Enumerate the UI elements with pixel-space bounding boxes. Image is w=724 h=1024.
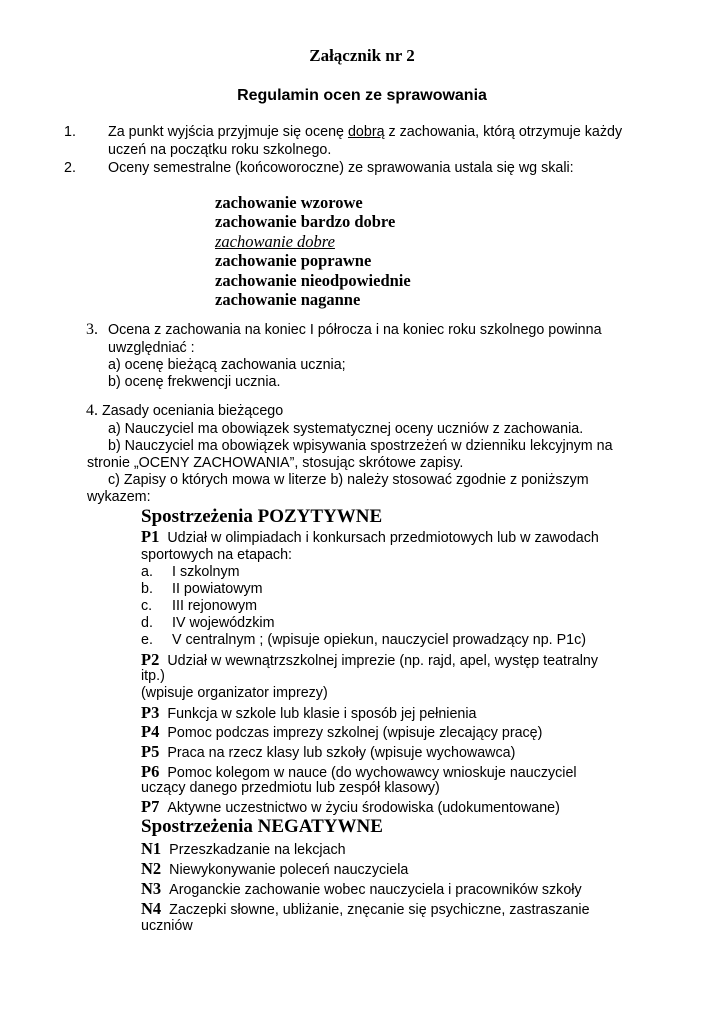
point-1-text: Za punkt wyjścia przyjmuje się ocenę dobrą z zachowania, którą otrzymuje każdy: [108, 124, 623, 140]
point-4-heading: 4. Zasady oceniania bieżącego: [86, 402, 284, 419]
point-2-text: Oceny semestralne (końcoworoczne) ze sprawowania ustala się wg skali:: [108, 160, 574, 176]
code-p6: P6: [141, 762, 160, 781]
code-p5: P5: [141, 742, 160, 761]
level-item: a.: [141, 564, 153, 580]
point-4-item-c-line2: wykazem:: [87, 489, 151, 505]
level-item-text: III rejonowym: [172, 598, 258, 614]
entry-n3: N3 Aroganckie zachowanie wobec nauczyciela i pracowników szkoły: [141, 879, 582, 898]
level-item: b.: [141, 581, 153, 597]
grade-naganne: zachowanie naganne: [215, 290, 361, 309]
underlined-dobra: dobrą: [347, 124, 385, 140]
point-1-text-line2: uczeń na początku roku szkolnego.: [108, 142, 332, 158]
entry-p3: P3 Funkcja w szkole lub klasie i sposób jej pełnienia: [141, 703, 477, 722]
point-4-number: 4.: [86, 402, 98, 419]
code-p7: P7: [141, 797, 160, 816]
page-title: Załącznik nr 2: [309, 46, 415, 65]
level-item: c.: [141, 598, 153, 614]
level-item-text: I szkolnym: [172, 564, 240, 580]
code-n3: N3: [141, 879, 162, 898]
entry-p5: P5 Praca na rzecz klasy lub szkoły (wpisuje wychowawca): [141, 742, 516, 761]
point-4-item-c: c) Zapisy o których mowa w literze b) należy stosować zgodnie z poniższym: [108, 472, 589, 488]
point-3-number: 3.: [86, 321, 98, 338]
level-item-text: V centralnym ; (wpisuje opiekun, nauczyciel prowadzący np. P1c): [172, 632, 587, 648]
entry-p1-line2: sportowych na etapach:: [141, 547, 293, 563]
point-3-text-line2: uwzględniać :: [108, 340, 195, 356]
code-n2: N2: [141, 859, 162, 878]
entry-n4: N4 Zaczepki słowne, ubliżanie, znęcanie się psychiczne, zastraszanie: [141, 899, 590, 918]
entry-n1: N1 Przeszkadzanie na lekcjach: [141, 839, 346, 858]
point-2-number: 2.: [64, 160, 76, 176]
point-3-item-a: a) ocenę bieżącą zachowania ucznia;: [108, 357, 346, 373]
grade-nieodpowiednie: zachowanie nieodpowiednie: [215, 271, 411, 290]
entry-p4: P4 Pomoc podczas imprezy szkolnej (wpisuje zlecający pracę): [141, 722, 543, 741]
grade-dobre: zachowanie dobre: [215, 232, 335, 251]
level-item: d.: [141, 615, 153, 631]
grade-bardzo-dobre: zachowanie bardzo dobre: [215, 212, 396, 231]
point-3-item-b: b) ocenę frekwencji ucznia.: [108, 374, 281, 390]
code-p3: P3: [141, 703, 160, 722]
entry-p7: P7 Aktywne uczestnictwo w życiu środowiska (udokumentowane): [141, 797, 560, 816]
entry-p2: P2 Udział w wewnątrzszkolnej imprezie (np. rajd, apel, występ teatralny: [141, 650, 599, 669]
point-4-item-b-line2: stronie „OCENY ZACHOWANIA”, stosując skrótowe zapisy.: [87, 455, 464, 471]
grade-wzorowe: zachowanie wzorowe: [215, 193, 363, 212]
negative-heading: Spostrzeżenia NEGATYWNE: [141, 816, 383, 837]
code-p4: P4: [141, 722, 160, 741]
page-subtitle: Regulamin ocen ze sprawowania: [237, 87, 487, 104]
code-n1: N1: [141, 839, 162, 858]
positive-heading: Spostrzeżenia POZYTYWNE: [141, 506, 383, 527]
grade-poprawne: zachowanie poprawne: [215, 251, 372, 270]
point-4-item-a: a) Nauczyciel ma obowiązek systematycznej oceny uczniów z zachowania.: [108, 421, 584, 437]
entry-n2: N2 Niewykonywanie poleceń nauczyciela: [141, 859, 409, 878]
code-p2: P2: [141, 650, 160, 669]
level-item-text: IV wojewódzkim: [172, 615, 275, 631]
level-item: e.: [141, 632, 153, 648]
entry-p2-line3: (wpisuje organizator imprezy): [141, 685, 328, 701]
entry-p6-line2: uczący danego przedmiotu lub zespół klasowy): [141, 780, 440, 796]
entry-p6: P6 Pomoc kolegom w nauce (do wychowawcy wnioskuje nauczyciel: [141, 762, 577, 781]
point-1-number: 1.: [64, 124, 76, 140]
entry-p1: P1 Udział w olimpiadach i konkursach przedmiotowych lub w zawodach: [141, 527, 599, 546]
level-item-text: II powiatowym: [172, 581, 263, 597]
entry-n4-line2: uczniów: [141, 918, 193, 934]
code-n4: N4: [141, 899, 162, 918]
code-p1: P1: [141, 527, 160, 546]
entry-p2-line2: itp.): [141, 668, 165, 684]
point-3-text: Ocena z zachowania na koniec I półrocza i na koniec roku szkolnego powinna: [108, 322, 602, 338]
point-4-item-b: b) Nauczyciel ma obowiązek wpisywania spostrzeżeń w dzienniku lekcyjnym na: [108, 438, 613, 454]
